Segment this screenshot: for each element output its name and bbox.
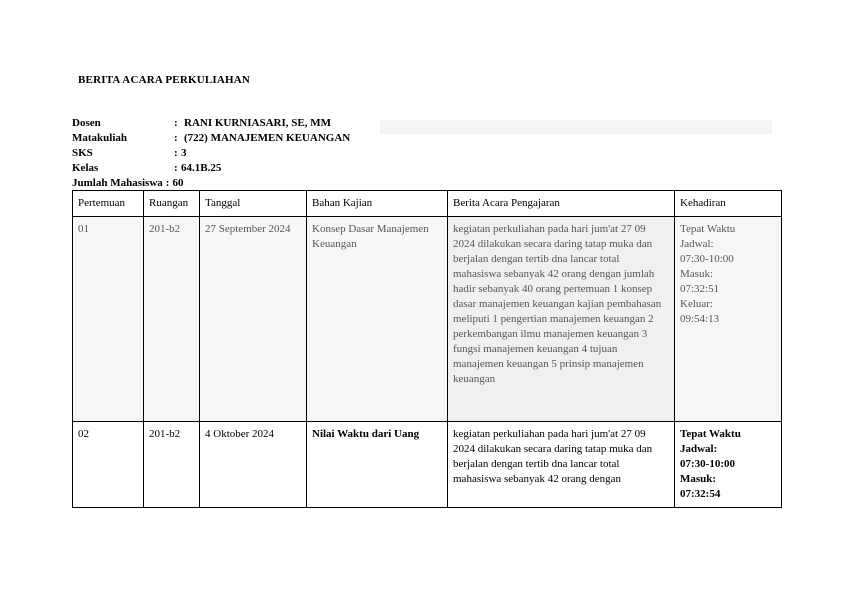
table-row — [73, 422, 782, 508]
meta-sep: : — [174, 162, 178, 174]
highlight-band — [380, 120, 772, 134]
course-meta — [72, 116, 351, 191]
kehadiran-keluar-label: Keluar: — [680, 298, 713, 310]
kehadiran-status: Tepat Waktu — [680, 428, 741, 440]
cell-tanggal: 27 September 2024 — [200, 217, 307, 422]
kehadiran-masuk-value: 07:32:54 — [680, 488, 721, 500]
meta-value: (722) MANAJEMEN KEUANGAN — [184, 132, 351, 144]
cell-bahan-kajian: Konsep Dasar Manajemen Keuangan — [307, 217, 448, 422]
cell-pertemuan: 01 — [73, 217, 144, 422]
meta-label: Jumlah Mahasiswa — [72, 177, 163, 189]
meta-sep: : — [174, 147, 178, 159]
meta-sep: : — [174, 117, 178, 129]
meta-sep: : — [165, 177, 170, 189]
meta-jumlah-mahasiswa — [72, 176, 183, 191]
meta-matakuliah — [72, 131, 351, 146]
meta-sep: : — [174, 132, 178, 144]
cell-berita-acara: kegiatan perkuliahan pada hari jum'at 27 09 2024 dilakukan secara daring tatap muka dan berjalan dengan tertib dna lancar total mahasiswa sebanyak 42 orang dengan jumlah hadir sebanyak 40 orang pertemuan 1 konsep dasar manajemen keuangan kajian pembahasan meliputi 1 pengertian manajemen keuangan 2 perkembangan ilmu manajemen keuangan 3 fungsi manajemen keuangan 4 tujuan manajemen keuangan 5 prinsip manajemen keuangan — [448, 217, 675, 422]
kehadiran-masuk-label: Masuk: — [680, 268, 713, 280]
kehadiran-keluar-value: 09:54:13 — [680, 313, 720, 325]
table-header-row — [73, 191, 782, 217]
document-title: BERITA ACARA PERKULIAHAN — [78, 74, 251, 86]
meta-value: 60 — [172, 177, 184, 189]
meta-value: 3 — [181, 147, 187, 159]
kehadiran-masuk-label: Masuk: — [680, 473, 717, 485]
kehadiran-status: Tepat Waktu — [680, 223, 736, 235]
header-berita-acara: Berita Acara Pengajaran — [448, 191, 675, 217]
cell-ruangan: 201-b2 — [144, 217, 200, 422]
header-ruangan: Ruangan — [144, 191, 200, 217]
cell-ruangan: 201-b2 — [144, 422, 200, 508]
meta-label: Dosen — [72, 117, 101, 129]
header-tanggal: Tanggal — [200, 191, 307, 217]
kehadiran-jadwal-label: Jadwal: — [680, 238, 714, 250]
meta-label: Kelas — [72, 162, 99, 174]
header-pertemuan: Pertemuan — [73, 191, 144, 217]
lecture-record-table — [72, 190, 782, 508]
cell-kehadiran — [675, 217, 782, 422]
cell-pertemuan: 02 — [73, 422, 144, 508]
meta-kelas — [72, 161, 222, 176]
header-kehadiran: Kehadiran — [675, 191, 782, 217]
meta-value: 64.1B.25 — [181, 162, 222, 174]
meta-label: SKS — [72, 147, 93, 159]
table-row — [73, 217, 782, 422]
meta-dosen — [72, 116, 331, 131]
kehadiran-masuk-value: 07:32:51 — [680, 283, 720, 295]
kehadiran-jadwal-value: 07:30-10:00 — [680, 458, 735, 470]
cell-kehadiran — [675, 422, 782, 508]
cell-berita-acara: kegiatan perkuliahan pada hari jum'at 27 09 2024 dilakukan secara daring tatap muka dan berjalan dengan tertib dna lancar total mahasiswa sebanyak 42 orang dengan — [448, 422, 675, 508]
meta-sks — [72, 146, 187, 161]
kehadiran-jadwal-value: 07:30-10:00 — [680, 253, 734, 265]
header-bahan-kajian: Bahan Kajian — [307, 191, 448, 217]
meta-value: RANI KURNIASARI, SE, MM — [184, 117, 331, 129]
meta-label: Matakuliah — [72, 132, 128, 144]
cell-tanggal: 4 Oktober 2024 — [200, 422, 307, 508]
cell-bahan-kajian: Nilai Waktu dari Uang — [307, 422, 448, 508]
kehadiran-jadwal-label: Jadwal: — [680, 443, 718, 455]
